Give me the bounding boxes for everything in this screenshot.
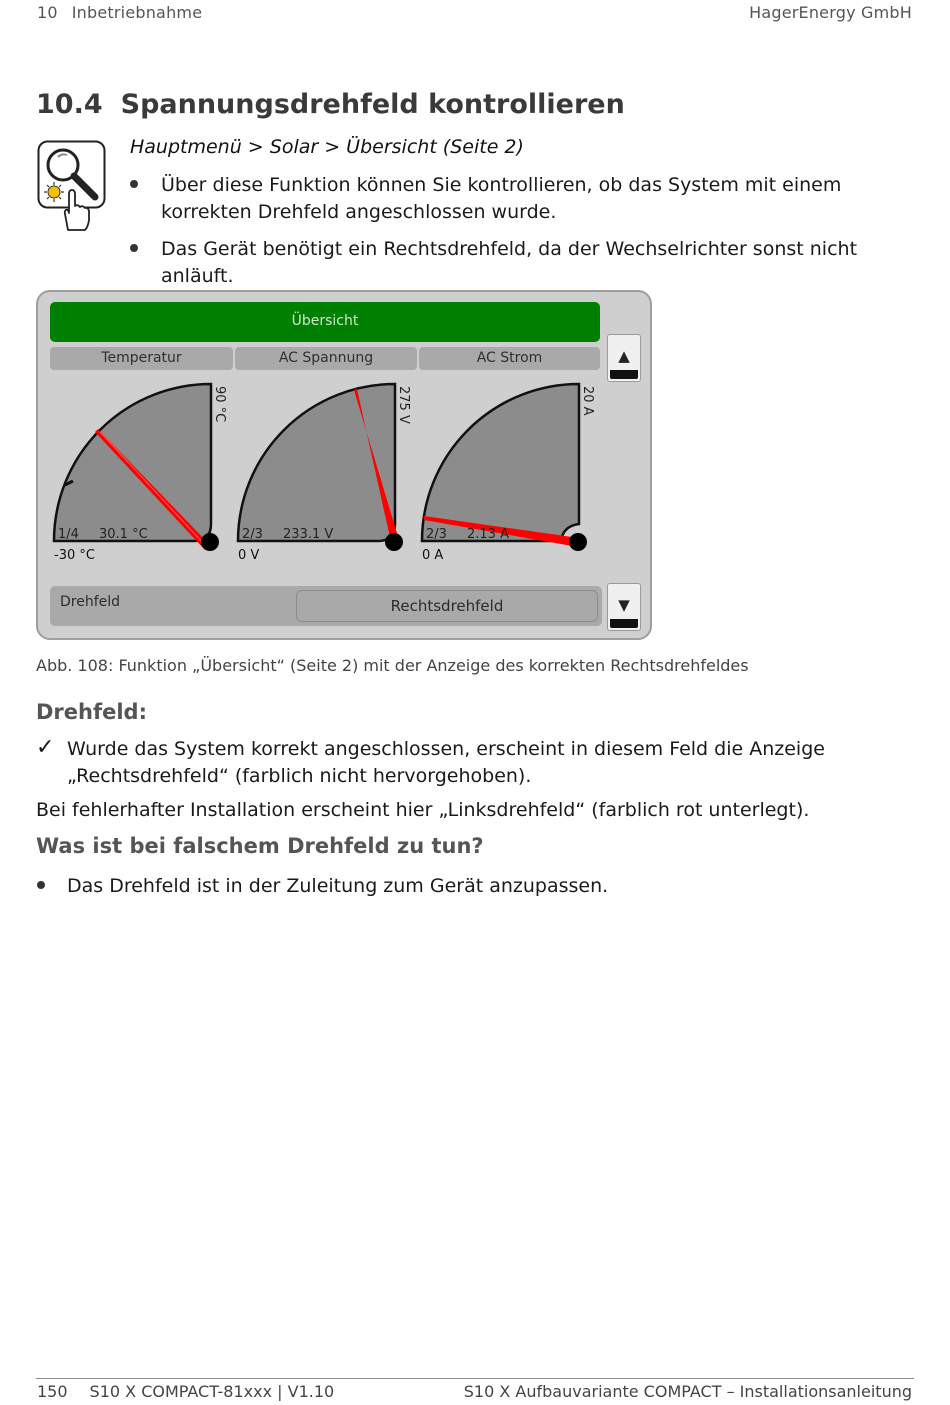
gauge-value: 2.13 A xyxy=(467,527,509,542)
chapter-number: 10 xyxy=(37,3,58,22)
arrow-down-icon: ▼ xyxy=(618,596,630,614)
gauge-ac-strom xyxy=(422,384,595,563)
doc-id: S10 X COMPACT-81xxx | V1.10 xyxy=(89,1382,335,1401)
page-number: 150 xyxy=(37,1382,68,1401)
doc-title: S10 X Aufbauvariante COMPACT – Installationsanleitung xyxy=(463,1382,912,1401)
section-title-text: Spannungsdrehfeld kontrollieren xyxy=(120,89,625,120)
menu-path: Hauptmenü > Solar > Übersicht (Seite 2) xyxy=(130,136,524,158)
footer-left xyxy=(37,1382,334,1401)
heading-drehfeld: Drehfeld: xyxy=(36,700,147,724)
list-item: Das Gerät benötigt ein Rechtsdrehfeld, da der Wechselrichter sonst nicht anläuft. xyxy=(130,236,910,290)
figure-caption: Abb. 108: Funktion „Übersicht“ (Seite 2) mit der Anzeige des korrekten Rechtsdrehfeldes xyxy=(36,656,749,675)
gauge-temperatur xyxy=(54,384,227,563)
bullet-dot xyxy=(130,180,138,188)
gauge-min-label: -30 °C xyxy=(54,548,95,563)
device-screen xyxy=(36,290,652,640)
list-item: Über diese Funktion können Sie kontrollieren, ob das System mit einem korrekten Drehfeld angeschlossen wurde. xyxy=(130,172,910,226)
gauge-value: 233.1 V xyxy=(283,527,334,542)
gauge-max-label: 20 A xyxy=(580,386,595,416)
gauge-page: 2/3 xyxy=(242,527,263,542)
bullet-dot xyxy=(37,881,45,889)
gauge-min-label: 0 A xyxy=(422,548,444,563)
gauge-value: 30.1 °C xyxy=(99,527,148,542)
drehfeld-label: Drehfeld xyxy=(60,594,121,610)
section-title xyxy=(36,89,625,120)
tab-ac-spannung[interactable]: AC Spannung xyxy=(235,347,417,370)
scroll-down-button[interactable] xyxy=(607,583,641,631)
footer-rule xyxy=(36,1378,914,1379)
list-item: Das Drehfeld ist in der Zuleitung zum Gerät anzupassen. xyxy=(36,873,896,900)
company-name: HagerEnergy GmbH xyxy=(749,3,912,22)
paragraph-fehler: Bei fehlerhafter Installation erscheint hier „Linksdrehfeld“ (farblich rot unterlegt). xyxy=(36,799,810,821)
chapter-title: Inbetriebnahme xyxy=(71,3,203,22)
sun-icon xyxy=(44,182,64,202)
check-text: Wurde das System korrekt angeschlossen, erscheint in diesem Feld die Anzeige „Rechtsdrehfeld“ (farblich nicht hervorgehoben). xyxy=(67,738,825,787)
drehfeld-value: Rechtsdrehfeld xyxy=(296,590,598,622)
gauges xyxy=(38,292,650,582)
menu-navigation-icon xyxy=(37,140,107,234)
gauge-max-label: 275 V xyxy=(396,386,411,424)
running-header-left xyxy=(37,3,202,22)
gauge-page: 2/3 xyxy=(426,527,447,542)
gauge-max-label: 90 °C xyxy=(212,386,227,423)
gauge-min-label: 0 V xyxy=(238,548,260,563)
section-number: 10.4 xyxy=(36,89,103,120)
tab-ac-strom[interactable]: AC Strom xyxy=(419,347,600,370)
screen-title-bar: Übersicht xyxy=(50,302,600,342)
arrow-up-icon: ▲ xyxy=(618,347,630,365)
gauge-page: 1/4 xyxy=(58,527,79,542)
bullet-dot xyxy=(130,244,138,252)
intro-bullets xyxy=(130,172,910,300)
gauge-ac-spannung xyxy=(238,384,411,563)
heading-falsches-drehfeld: Was ist bei falschem Drehfeld zu tun? xyxy=(36,834,484,858)
checkmark-icon: ✓ xyxy=(36,735,55,760)
tab-temperatur[interactable]: Temperatur xyxy=(50,347,233,370)
